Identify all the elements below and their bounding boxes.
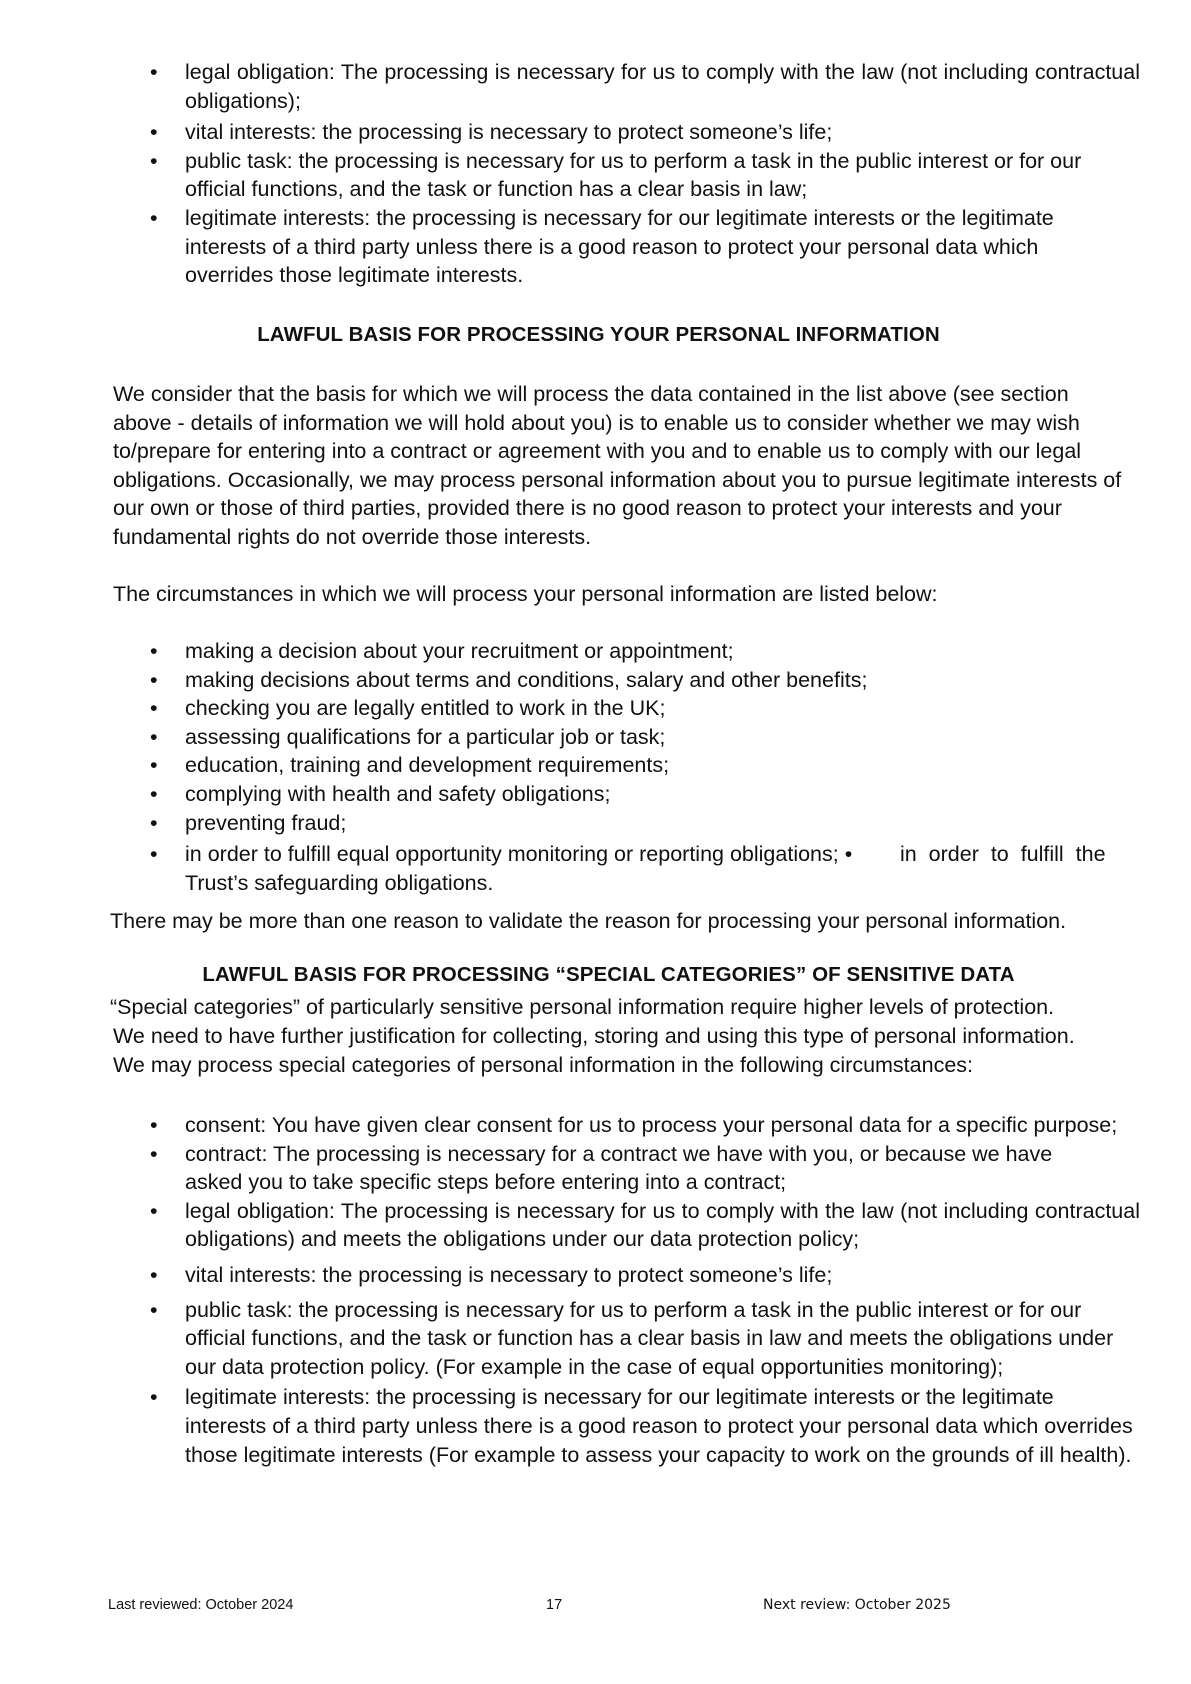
list-item: • contract: The processing is necessary for a contract we have with you, or because we have asked you to take specific steps before entering into a contract; (150, 1140, 1156, 1197)
list-item: • complying with health and safety obligations; (150, 780, 1140, 809)
list-item: • consent: You have given clear consent for us to process your personal data for a specific purpose; (150, 1111, 1156, 1140)
list-item: • legal obligation: The processing is necessary for us to comply with the law (not including contractual obligations); (150, 58, 1140, 115)
section-paragraph: We consider that the basis for which we will process the data contained in the list above (see section above - details of information we will hold about you) is to enable us to consider whether we may wish to/prepare for entering into a contract or agreement with you and to enable us to comply with our legal obligations. Occasionally, we may process personal information about you to pursue legitimate interests of our own or those of third parties, provided there is no good reason to protect your interests and your fundamental rights do not override those interests. (113, 382, 1122, 549)
closing-statement: There may be more than one reason to validate the reason for processing your personal information. (110, 909, 1067, 933)
special-categories-intro-1: “Special categories” of particularly sensitive personal information require higher levels of protection. (110, 995, 1055, 1019)
section-heading: LAWFUL BASIS FOR PROCESSING YOUR PERSONAL INFORMATION (257, 323, 940, 346)
list-item (150, 840, 1140, 869)
footer-next-review: Next review: October 2025 (763, 1597, 951, 1613)
section-heading: LAWFUL BASIS FOR PROCESSING “SPECIAL CATEGORIES” OF SENSITIVE DATA (202, 963, 1015, 986)
special-categories-intro-2: We need to have further justification for collecting, storing and using this type of personal information. (113, 1024, 1075, 1048)
list-item: • public task: the processing is necessary for us to perform a task in the public interest or for our official functions, and the task or function has a clear basis in law and meets the obligations under our data protection policy. (For example in the case of equal opportunities monitoring); (150, 1296, 1156, 1382)
list-item: • making a decision about your recruitment or appointment; (150, 637, 1140, 666)
circumstances-list (150, 637, 1140, 897)
list-item: • checking you are legally entitled to work in the UK; (150, 694, 1140, 723)
circumstances-intro: The circumstances in which we will process your personal information are listed below: (113, 582, 938, 606)
list-item-text-continued: in order to fulfill the (900, 842, 1106, 867)
list-item: • vital interests: the processing is necessary to protect someone’s life; (150, 1261, 1156, 1290)
list-item-text: in order to fulfill equal opportunity monitoring or reporting obligations; • (185, 842, 853, 867)
special-categories-intro-3: We may process special categories of personal information in the following circumstances: (113, 1053, 973, 1077)
footer-page-number: 17 (546, 1597, 563, 1613)
list-item: • education, training and development requirements; (150, 751, 1140, 780)
list-item: • preventing fraud; (150, 809, 1140, 838)
list-item: • assessing qualifications for a particular job or task; (150, 723, 1140, 752)
list-item: • legitimate interests: the processing is necessary for our legitimate interests or the legitimate interests of a third party unless there is a good reason to protect your personal data which overrides those legitimate interests. (150, 204, 1140, 290)
list-item: • legal obligation: The processing is necessary for us to comply with the law (not including contractual obligations) and meets the obligations under our data protection policy; (150, 1197, 1156, 1254)
lawful-basis-list (150, 58, 1140, 290)
list-item: • making decisions about terms and conditions, salary and other benefits; (150, 666, 1140, 695)
list-item: • public task: the processing is necessary for us to perform a task in the public interest or for our official functions, and the task or function has a clear basis in law; (150, 147, 1140, 204)
list-item: • vital interests: the processing is necessary to protect someone’s life; (150, 118, 1140, 147)
footer-last-reviewed: Last reviewed: October 2024 (108, 1597, 294, 1613)
list-item-text: Trust’s safeguarding obligations. (185, 870, 494, 895)
list-item-continuation (150, 869, 1140, 898)
special-categories-list (150, 1111, 1156, 1469)
list-item: • legitimate interests: the processing is necessary for our legitimate interests or the legitimate interests of a third party unless there is a good reason to protect your personal data which overrides those legitimate interests (For example to assess your capacity to work on the grounds of ill health). (150, 1383, 1156, 1469)
